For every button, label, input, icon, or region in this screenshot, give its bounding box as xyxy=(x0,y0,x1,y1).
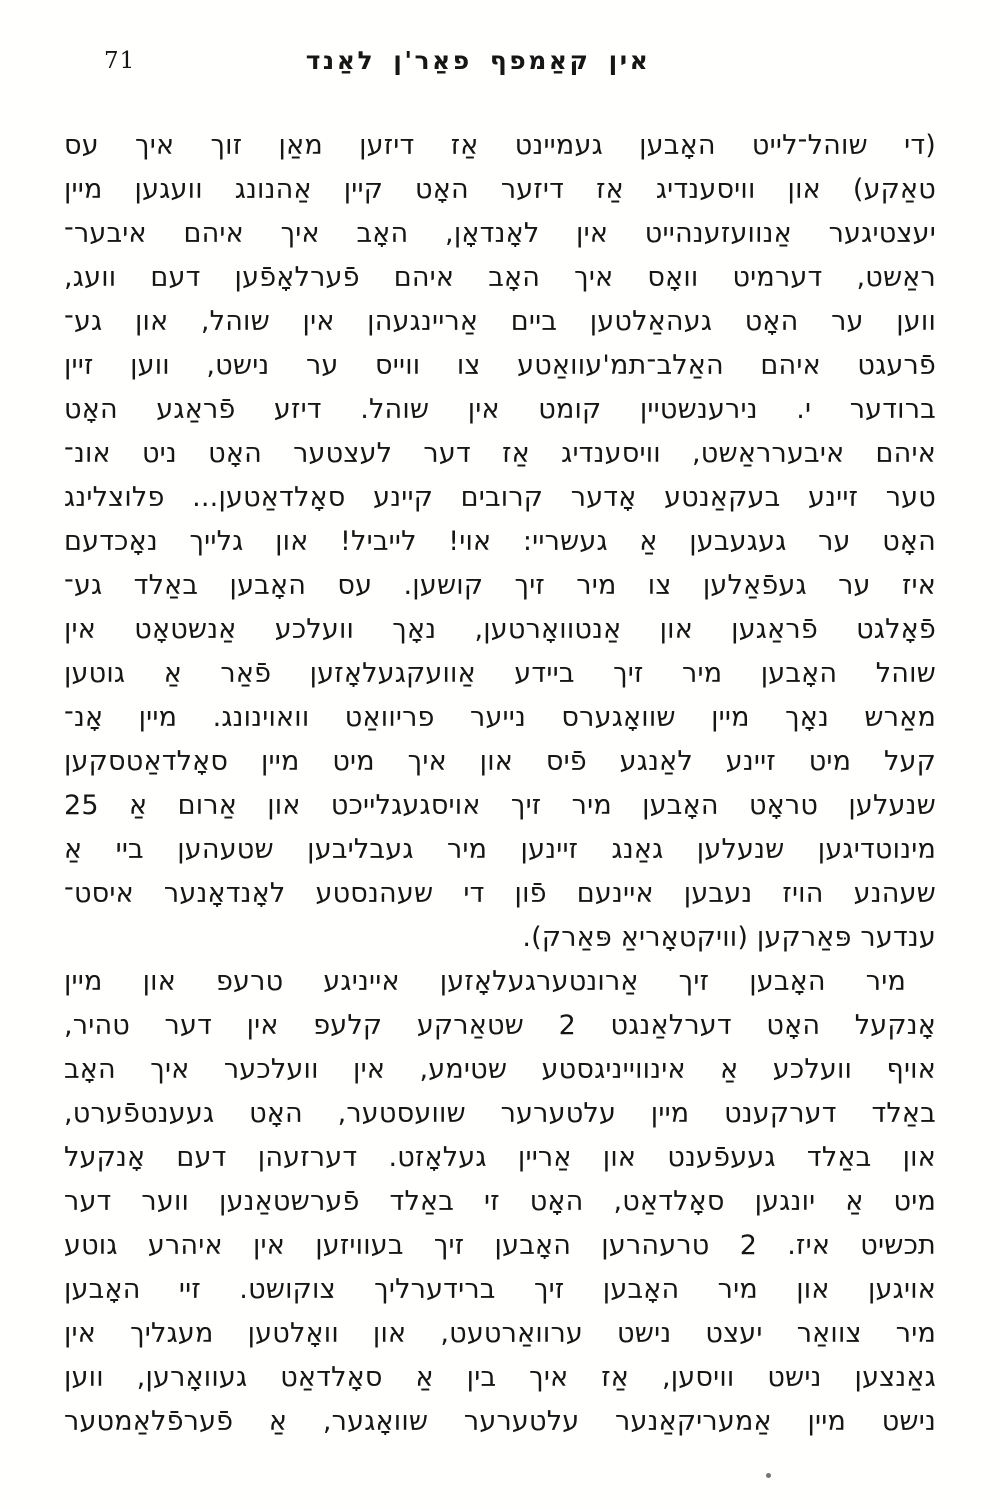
text-line: און באַלד געעפֿענט און אַריין געלאָזט. דערזעהן דעם אָנקעל xyxy=(64,1142,936,1173)
text-line: פֿאָלגט פֿראַגען און אַנטוואָרטען, נאָך וועלכע אַנשטאָט אין xyxy=(64,614,936,645)
text-line: האָט ער געגעבען אַ געשריי: אוי! לייביל! און גלייך נאָכדעם xyxy=(64,526,936,557)
text-line: מיר האָבען זיך אַרונטערגעלאָזען אייניגע טרעפ און מיין xyxy=(64,966,906,997)
print-speck-artifact xyxy=(766,1473,771,1478)
text-line: יעצטיגער אַנוועזענהייט אין לאָנדאָן, האָב איך איהם איבער־ xyxy=(64,218,936,249)
text-line: תכשיט איז. 2 טרעהרען האָבען זיך בעוויזען אין איהרע גוטע xyxy=(64,1230,936,1261)
text-line: קעל מיט זיינע לאַנגע פֿיס און איך מיט מיין סאָלדאַטסקען xyxy=(64,746,936,777)
text-line: מיט אַ יונגען סאָלדאַט, האָט זי באַלד פֿערשטאַנען ווער דער xyxy=(64,1186,936,1217)
text-line: שעהנע הויז נעבען איינעם פֿון די שעהנסטע לאָנדאָנער איסט־ xyxy=(64,878,936,909)
text-line: שנעלען טראָט האָבען מיר זיך אויסגעגלייכט און אַרום אַ 25 xyxy=(64,790,936,821)
text-line: איהם איבערראַשט, וויסענדיג אַז דער לעצטער האָט ניט אונ־ xyxy=(64,438,936,469)
text-line: אָנקעל האָט דערלאַנגט 2 שטאַרקע קלעפ אין דער טהיר, xyxy=(64,1010,936,1041)
text-line: טער זיינע בעקאַנטע אָדער קרובים קיינע סאָלדאַטען... פלוצלינג xyxy=(64,482,936,513)
body-text xyxy=(64,124,936,1444)
text-line: נישט מיין אַמעריקאַנער עלטערער שוואָגער, אַ פֿערפֿלאַמטער xyxy=(64,1406,936,1437)
text-line: מינוטדיגען שנעלען גאַנג זיינען מיר געבליבען שטעהען ביי אַ xyxy=(64,834,936,865)
text-line: אויף וועלכע אַ אינווייניגסטע שטימע, אין וועלכער איך האָב xyxy=(64,1054,936,1085)
text-line: טאַקע) און וויסענדיג אַז דיזער האָט קיין אַהנונג וועגען מיין xyxy=(64,174,936,205)
text-line: שוהל האָבען מיר זיך ביידע אַוועקגעלאָזען פֿאַר אַ גוטען xyxy=(64,658,936,689)
text-line: מיר צוואַר יעצט נישט ערוואַרטעט, און וואָלטען מעגליך אין xyxy=(64,1318,936,1349)
text-line: באַלד דערקענט מיין עלטערער שוועסטער, האָט געענטפֿערט, xyxy=(64,1098,936,1129)
text-line: איז ער געפֿאַלען צו מיר זיך קושען. עס האָבען באַלד גע־ xyxy=(64,570,936,601)
text-line: אויגען און מיר האָבען זיך ברידערליך צוקושט. זיי האָבען xyxy=(64,1274,936,1305)
text-line: (די שוהל־לייט האָבען געמיינט אַז דיזען מאַן זוך איך עס xyxy=(64,130,936,161)
text-line: ראַשט, דערמיט וואָס איך האָב איהם פֿערלאָפֿען דעם וועג, xyxy=(64,262,936,293)
text-line: פֿרעגט איהם האַלב־תמ'עוואַטע צו ווייס ער נישט, ווען זיין xyxy=(64,350,936,381)
text-line: גאַנצען נישט וויסען, אַז איך בין אַ סאָלדאַט געוואָרען, ווען xyxy=(64,1362,936,1393)
text-line: מאַרש נאָך מיין שוואָגערס נייער פריוואַט וואוינונג. מיין אָנ־ xyxy=(64,702,936,733)
paragraph-2 xyxy=(64,960,936,1444)
running-title: אין קאַמפף פאַר'ן לאַנד xyxy=(305,46,651,75)
text-line: ברודער י. נירענשטיין קומט אין שוהל. דיזע פֿראַגע האָט xyxy=(64,394,936,425)
paragraph-1 xyxy=(64,124,936,960)
page-header xyxy=(64,46,936,80)
text-line: ענדער פּאַרקען (וויקטאָריאַ פּאַרק). xyxy=(522,922,936,953)
page-number: 71 xyxy=(104,48,136,74)
text-line: ווען ער האָט געהאַלטען ביים אַריינגעהן אין שוהל, און גע־ xyxy=(64,306,936,337)
